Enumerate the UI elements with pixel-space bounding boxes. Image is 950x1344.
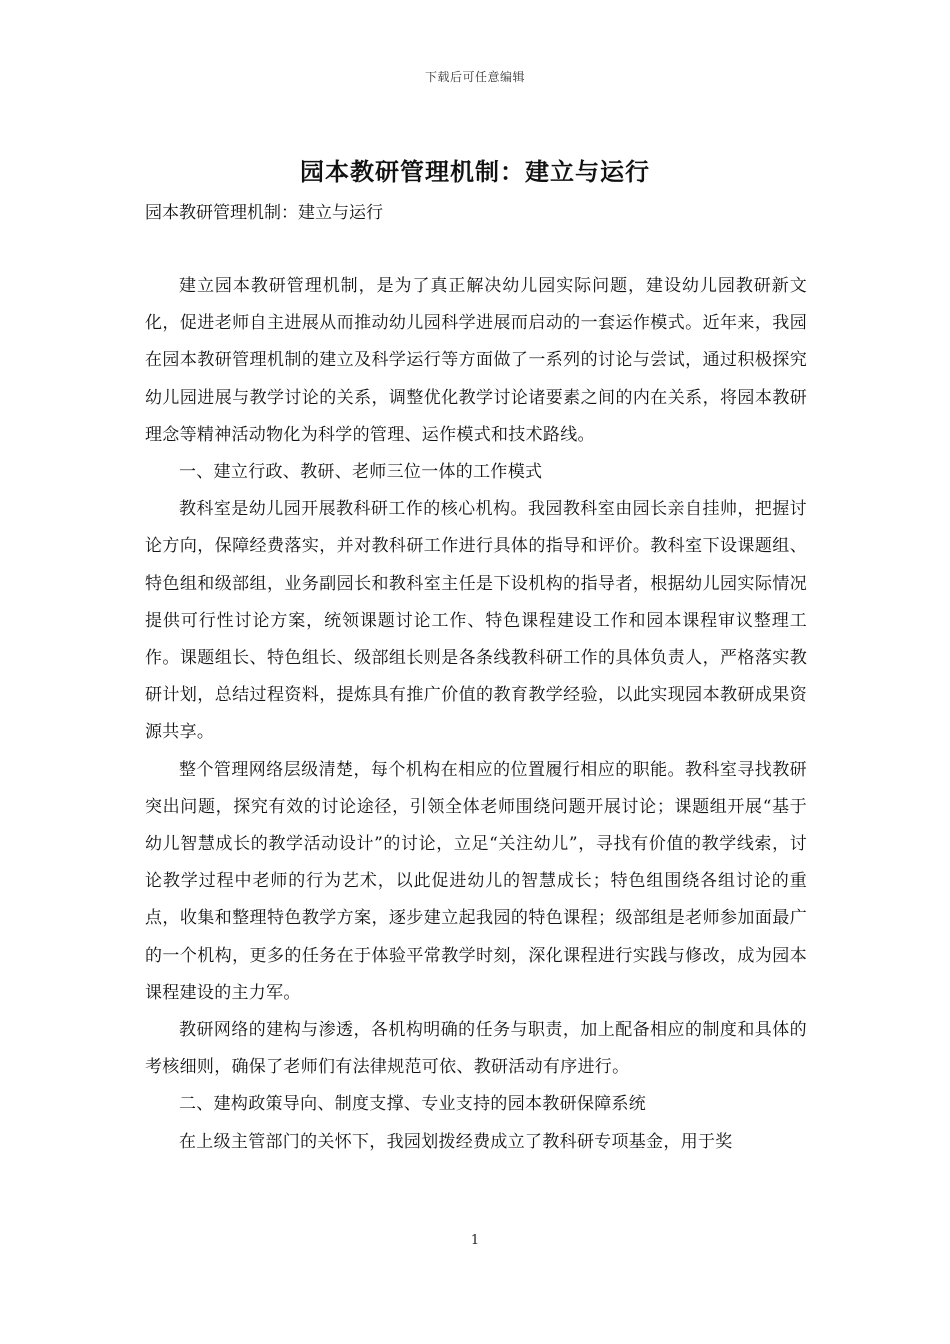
header-note: 下载后可任意编辑 (424, 70, 525, 84)
section-heading-2: 二、建构政策导向、制度支撑、专业支持的园本教研保障系统 (179, 1094, 647, 1115)
paragraph-section-1-b: 整个管理网络层级清楚，每个机构在相应的位置履行相应的职能。教科室寻找教研突出问题，探究有效的讨论途径，引领全体老师围绕问题开展讨论；课题组开展“基于幼儿智慧成长的教学活动设计”的讨论，立足“关注幼儿”，寻找有价值的教学线索，讨论教学过程中老师的行为艺术，以此促进幼儿的智慧成长；特色组围绕各组讨论的重点，收集和整理特色教学方案，逐步建立起我园的特色课程；级部组是老师参加面最广的一个机构，更多的任务在于体验平常教学时刻，深化课程进行实践与修改，成为园本课程建设的主力军。 (145, 759, 807, 1003)
page-number: 1 (470, 1233, 480, 1248)
section-heading-1: 一、建立行政、教研、老师三位一体的工作模式 (179, 462, 543, 483)
paragraph-section-1-c: 教研网络的建构与渗透，各机构明确的任务与职责，加上配备相应的制度和具体的考核细则，确保了老师们有法律规范可依、教研活动有序进行。 (145, 1020, 807, 1078)
paragraph-intro: 建立园本教研管理机制，是为了真正解决幼儿园实际问题，建设幼儿园教研新文化，促进老师自主进展从而推动幼儿园科学进展而启动的一套运作模式。近年来，我园在园本教研管理机制的建立及科学运行等方面做了一系列的讨论与尝试，通过积极探究幼儿园进展与教学讨论的关系，调整优化教学讨论诸要素之间的内在关系，将园本教研理念等精神活动物化为科学的管理、运作模式和技术路线。 (145, 276, 807, 445)
document-title: 园本教研管理机制：建立与运行 (300, 157, 650, 186)
paragraph-section-2-a: 在上级主管部门的关怀下，我园划拨经费成立了教科研专项基金，用于奖 (179, 1131, 733, 1152)
document-body (145, 268, 807, 1161)
document-subtitle: 园本教研管理机制：建立与运行 (145, 203, 383, 223)
paragraph-section-1-a: 教科室是幼儿园开展教科研工作的核心机构。我园教科室由园长亲自挂帅，把握讨论方向，保障经费落实，并对教科研工作进行具体的指导和评价。教科室下设课题组、特色组和级部组，业务副园长和教科室主任是下设机构的指导者，根据幼儿园实际情况提供可行性讨论方案，统领课题讨论工作、特色课程建设工作和园本课程审议整理工作。课题组长、特色组长、级部组长则是各条线教科研工作的具体负责人，严格落实教研计划，总结过程资料，提炼具有推广价值的教育教学经验，以此实现园本教研成果资源共享。 (145, 499, 807, 743)
